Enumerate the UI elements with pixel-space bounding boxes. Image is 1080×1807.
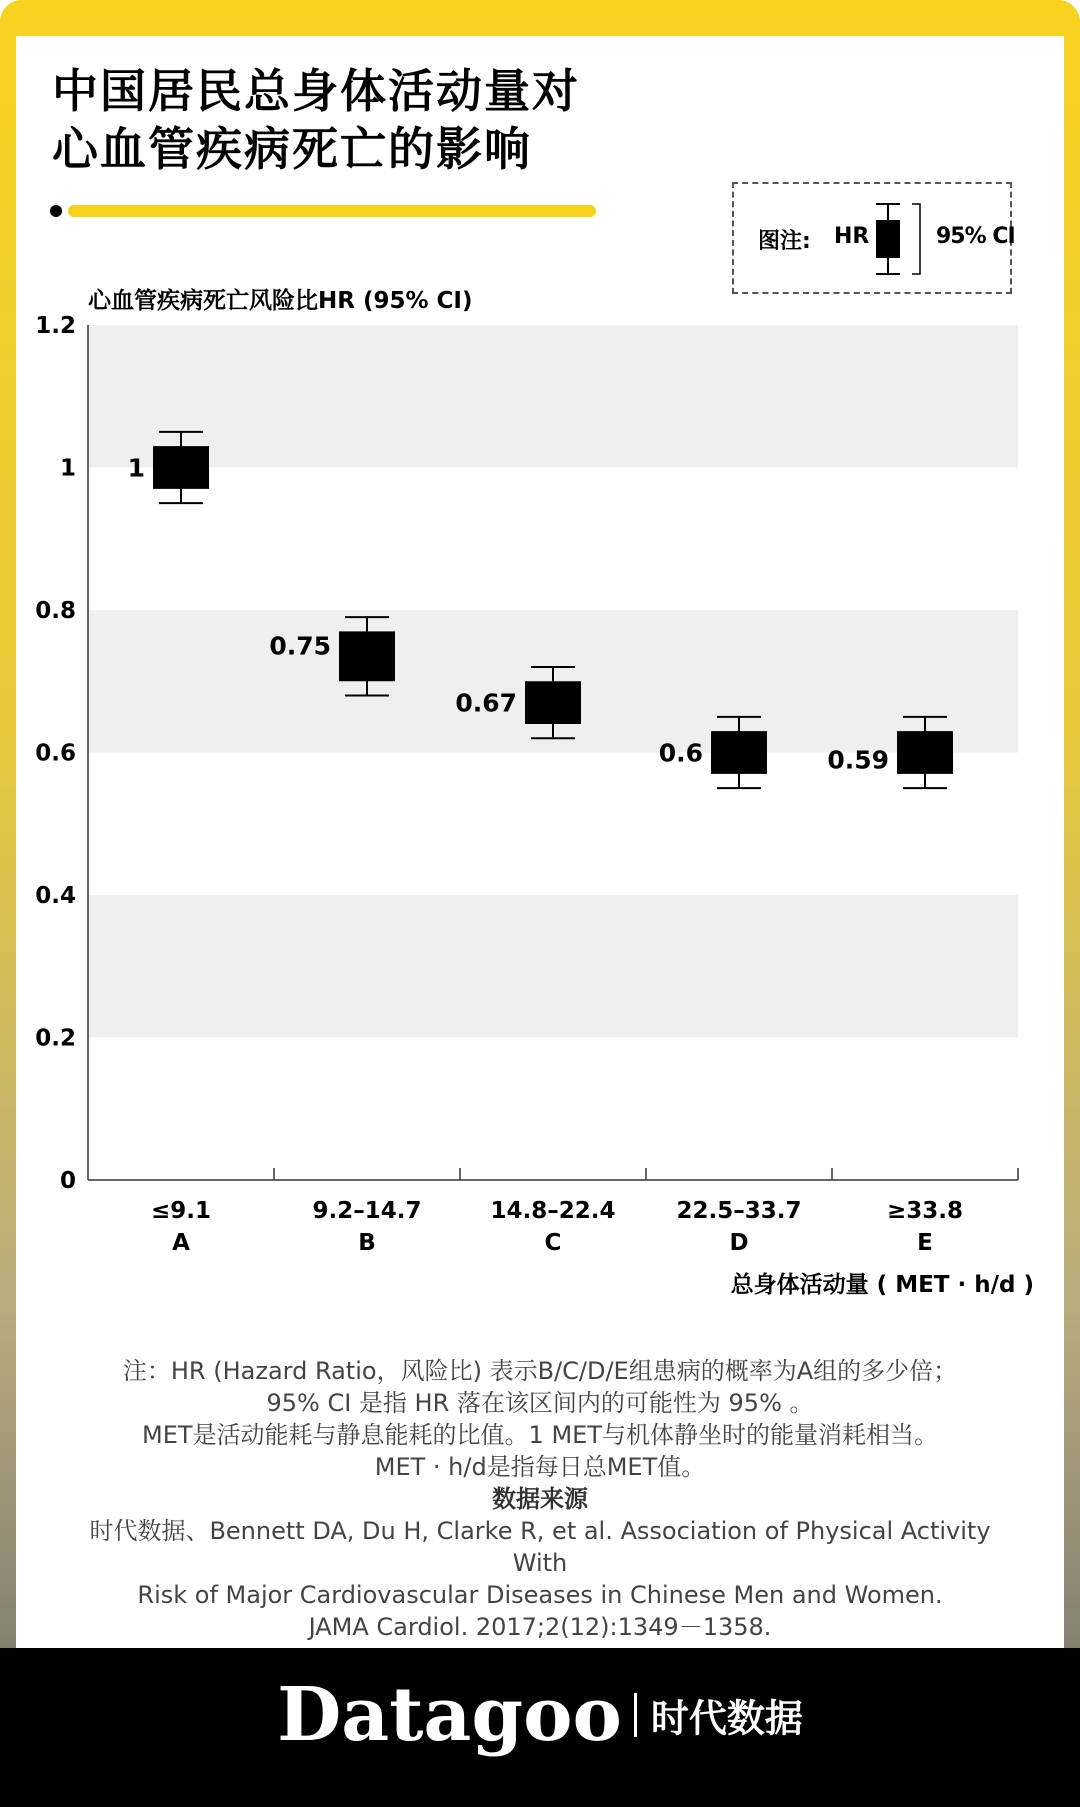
x-category-group: B — [358, 1230, 376, 1256]
y-tick-label: 0.6 — [35, 740, 76, 767]
legend-ci-label: 95% CI — [936, 224, 1015, 249]
x-category-group: C — [544, 1230, 562, 1256]
x-category-range: ≤9.1 — [150, 1198, 212, 1224]
y-tick-label: 0.8 — [35, 598, 76, 624]
brand-logo — [0, 1672, 1080, 1758]
brand-name-en: Datagoo — [277, 1672, 622, 1758]
background-band — [88, 895, 1018, 1038]
x-category-range: 9.2–14.7 — [312, 1198, 422, 1224]
notes-block — [60, 1355, 1020, 1643]
x-category-range: ≥33.8 — [886, 1198, 964, 1224]
hr-data-label: 0.6 — [658, 738, 703, 768]
hr-box — [711, 731, 767, 774]
source-line-2: Risk of Major Cardiovascular Diseases in Chinese Men and Women. — [137, 1581, 943, 1609]
title-line-2: 心血管疾病死亡的影响 — [52, 122, 532, 176]
note-line-2: 95% CI 是指 HR 落在该区间内的可能性为 95% 。 — [266, 1389, 814, 1417]
hr-box — [525, 681, 581, 724]
hr-box — [897, 731, 953, 774]
y-tick-label: 0.2 — [35, 1025, 76, 1052]
x-category-group: D — [729, 1230, 749, 1256]
x-category-group: E — [917, 1230, 933, 1256]
hr-data-label: 0.75 — [269, 631, 331, 661]
hr-box — [153, 446, 209, 489]
y-tick-label: 1 — [59, 455, 76, 482]
hr-data-label: 0.67 — [455, 688, 517, 718]
y-tick-label: 0.4 — [35, 883, 76, 909]
x-category-group: A — [172, 1230, 190, 1256]
x-category-range: 14.8–22.4 — [490, 1198, 616, 1224]
note-line-4: MET · h/d是指每日总MET值。 — [374, 1453, 706, 1481]
background-band — [88, 325, 1018, 468]
title-line-1: 中国居民总身体活动量对 — [52, 64, 580, 118]
hr-data-label: 0.59 — [827, 745, 889, 775]
y-tick-label: 1.2 — [35, 313, 76, 339]
y-axis-label: 心血管疾病死亡风险比HR (95% CI) — [88, 288, 473, 314]
y-tick-label: 0 — [59, 1168, 76, 1194]
x-axis-label: 总身体活动量 ( MET · h/d ) — [730, 1272, 1034, 1298]
brand-separator — [634, 1693, 637, 1737]
source-title: 数据来源 — [492, 1485, 588, 1513]
hr-data-label: 1 — [127, 453, 145, 483]
source-line-1: 时代数据、Bennett DA, Du H, Clarke R, et al. Association of Physical Activity With — [89, 1517, 991, 1577]
x-category-range: 22.5–33.7 — [676, 1198, 802, 1224]
source-line-3: JAMA Cardiol. 2017;2(12):1349－1358. — [308, 1613, 772, 1641]
brand-name-cn: 时代数据 — [650, 1696, 803, 1741]
note-line-3: MET是活动能耗与静息能耗的比值。1 MET与机体静坐时的能量消耗相当。 — [142, 1421, 938, 1449]
note-line-1: 注：HR (Hazard Ratio，风险比) 表示B/C/D/E组患病的概率为A组的多少倍； — [122, 1357, 958, 1385]
legend-label: 图注: — [758, 229, 811, 254]
legend-hr-label: HR — [834, 224, 870, 249]
hr-box — [339, 631, 395, 681]
